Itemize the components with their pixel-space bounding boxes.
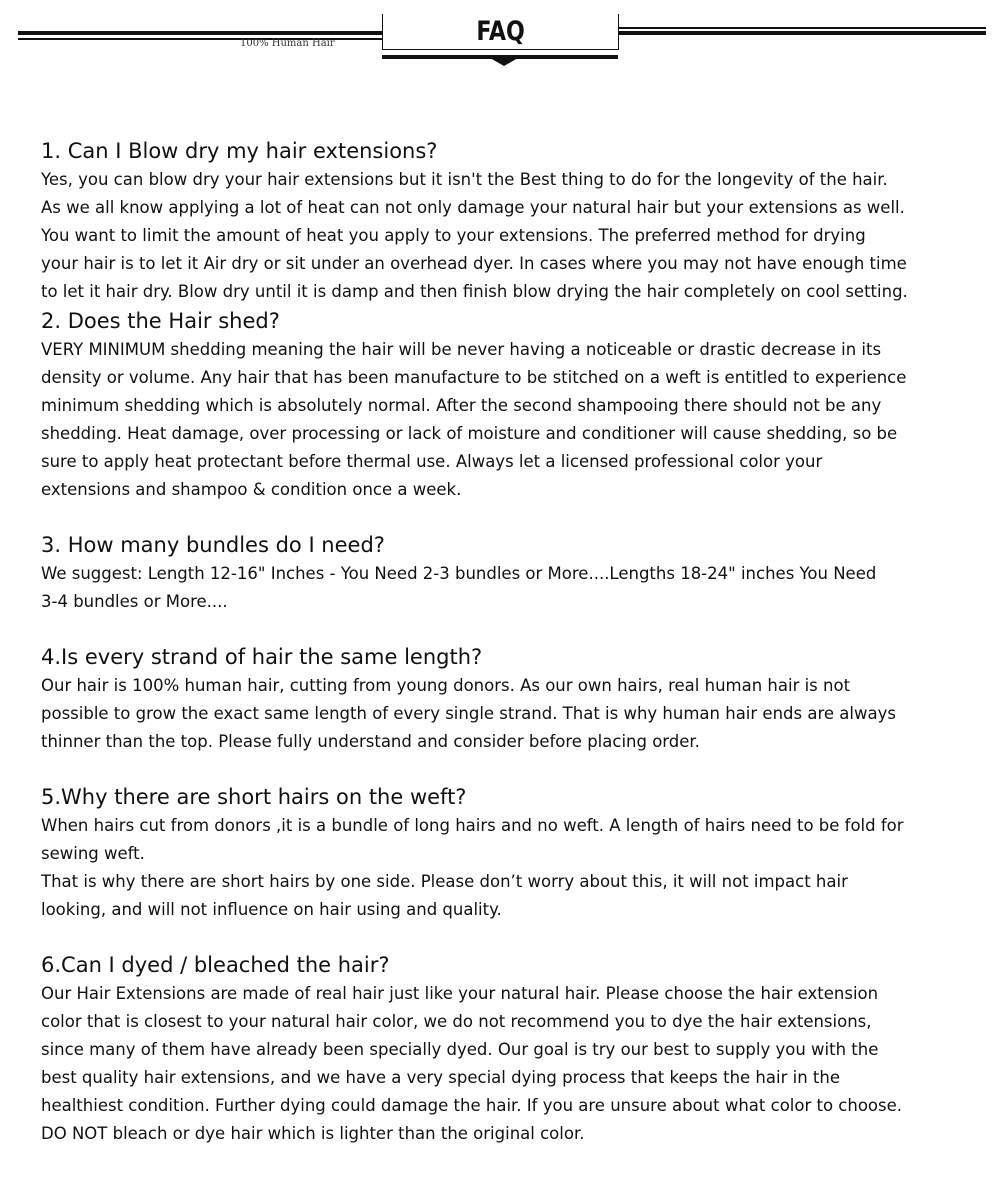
page-title: FAQ	[476, 16, 525, 47]
faq-header	[0, 0, 1000, 80]
faq-answer: Our hair is 100% human hair, cutting from young donors. As our own hairs, real human hair is not possible to grow the exact same length of every single strand. That is why human hair ends are always thinner than the top. Please fully understand and consider before placing order.	[41, 676, 896, 751]
faq-question: 5.Why there are short hairs on the weft?	[41, 785, 467, 809]
faq-item	[41, 306, 981, 504]
faq-answer: We suggest: Length 12-16" Inches - You Need 2-3 bundles or More....Lengths 18-24" inches You Need 3-4 bundles or More....	[41, 564, 877, 611]
faq-answer: When hairs cut from donors ,it is a bundle of long hairs and no weft. A length of hairs need to be fold for sewing weft. That is why there are short hairs by one side. Please don’t worry about this, it will not impact hair looking, and will not influence on hair using and quality.	[41, 816, 904, 919]
down-arrow-icon	[490, 58, 518, 66]
faq-answer: Yes, you can blow dry your hair extensions but it isn't the Best thing to do for the longevity of the hair. As we all know applying a lot of heat can not only damage your natural hair but your extensions as well. You want to limit the amount of heat you apply to your extensions. The preferred method for drying your hair is to let it Air dry or sit under an overhead dyer. In cases where you may not have enough time to let it hair dry. Blow dry until it is damp and then finish blow drying the hair completely on cool setting.	[41, 170, 908, 301]
faq-item	[41, 950, 981, 1148]
faq-title-box	[382, 14, 619, 50]
faq-list	[41, 136, 981, 1148]
faq-item	[41, 530, 981, 616]
divider-line	[619, 31, 986, 35]
faq-item	[41, 642, 981, 756]
divider-line	[619, 27, 986, 29]
brand-label: 100% Human Hair	[240, 38, 335, 49]
faq-question: 3. How many bundles do I need?	[41, 533, 385, 557]
faq-item	[41, 782, 981, 924]
faq-question: 6.Can I dyed / bleached the hair?	[41, 953, 390, 977]
faq-question: 1. Can I Blow dry my hair extensions?	[41, 139, 438, 163]
faq-question: 2. Does the Hair shed?	[41, 309, 280, 333]
faq-answer: Our Hair Extensions are made of real hair just like your natural hair. Please choose the hair extension color that is closest to your natural hair color, we do not recommend you to dye the hair extensions, since many of them have already been specially dyed. Our goal is try our best to supply you with the best quality hair extensions, and we have a very special dying process that keeps the hair in the healthiest condition. Further dying could damage the hair. If you are unsure about what color to choose. DO NOT bleach or dye hair which is lighter than the original color.	[41, 984, 903, 1143]
faq-item	[41, 136, 981, 306]
faq-answer: VERY MINIMUM shedding meaning the hair will be never having a noticeable or drastic decrease in its density or volume. Any hair that has been manufacture to be stitched on a weft is entitled to experience minimum shedding which is absolutely normal. After the second shampooing there should not be any shedding. Heat damage, over processing or lack of moisture and conditioner will cause shedding, so be sure to apply heat protectant before thermal use. Always let a licensed professional color your extensions and shampoo & condition once a week.	[41, 340, 907, 499]
divider-line	[18, 31, 382, 35]
faq-question: 4.Is every strand of hair the same length?	[41, 645, 483, 669]
